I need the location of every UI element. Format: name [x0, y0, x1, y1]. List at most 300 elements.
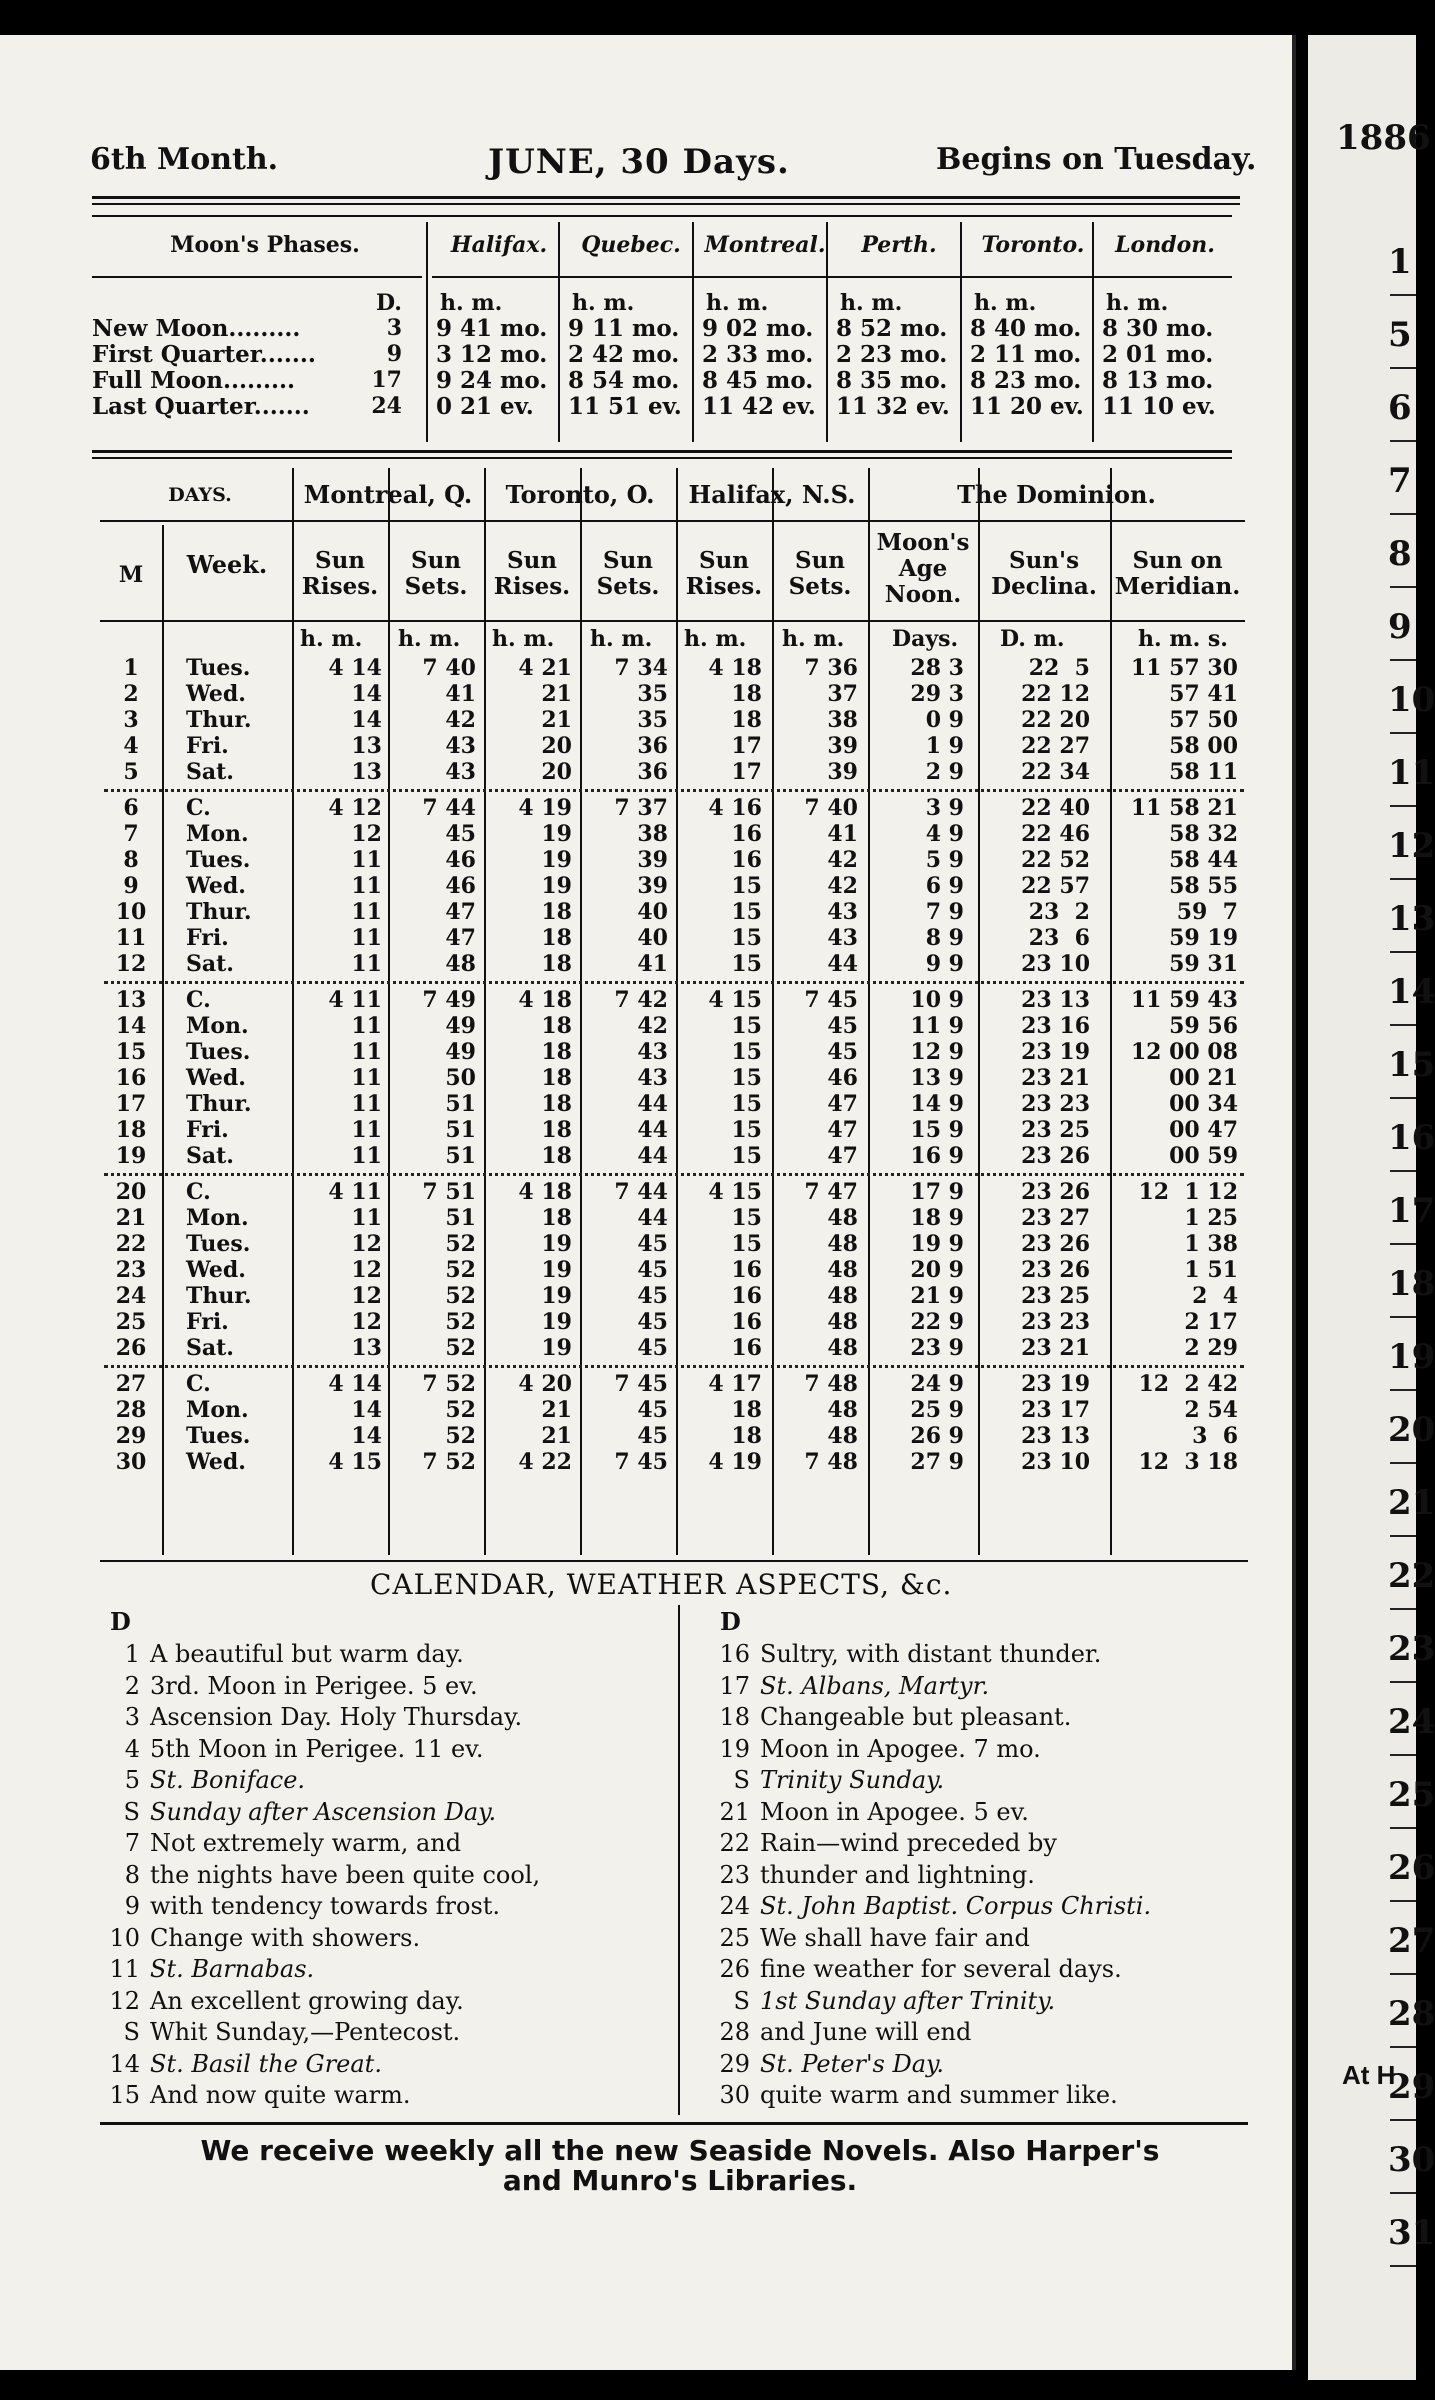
table-cell: 4 15 — [328, 1449, 382, 1475]
table-head-rule — [100, 620, 1245, 622]
row-weekday: Sat. — [186, 759, 234, 785]
phase-day: 3 — [386, 315, 402, 341]
phase-day: 17 — [371, 367, 402, 393]
row-day-number: 30 — [115, 1449, 147, 1475]
table-cell: 58 11 — [1169, 759, 1238, 785]
row-day-number: 7 — [123, 821, 139, 847]
phase-time: 9 11 mo. — [568, 315, 680, 342]
table-cell: 15 — [731, 1117, 762, 1143]
adjacent-page-rule — [1390, 1462, 1416, 1464]
table-cell: 44 — [637, 1143, 668, 1169]
table-cell: 7 37 — [614, 795, 668, 821]
calendar-entry: quite warm and summer like. — [760, 2081, 1118, 2109]
table-cell: 43 — [827, 925, 858, 951]
table-cell: 44 — [637, 1091, 668, 1117]
table-cell: 22 46 — [1021, 821, 1090, 847]
table-group-0: Montreal, Q. — [303, 480, 473, 509]
calendar-entry: St. Barnabas. — [150, 1955, 315, 1983]
table-cell: 23 2 — [1028, 899, 1090, 925]
row-weekday: Wed. — [186, 681, 246, 707]
table-cell: 35 — [637, 707, 668, 733]
table-cell: 22 40 — [1021, 795, 1090, 821]
adjacent-page-rule — [1390, 440, 1416, 442]
table-cell: 15 — [731, 1065, 762, 1091]
table-cell: 4 21 — [518, 655, 572, 681]
row-weekday: Sat. — [186, 1335, 234, 1361]
table-group-2: Halifax, N.S. — [688, 480, 856, 509]
adjacent-page-number: 20 — [1388, 1410, 1435, 1450]
table-cell: 28 3 — [910, 655, 964, 681]
table-cell: 18 — [541, 1091, 572, 1117]
calendar-day: 21 — [719, 1797, 750, 1826]
calendar-entry: the nights have been quite cool, — [150, 1860, 541, 1889]
calendar-entry: And now quite warm. — [150, 2081, 411, 2109]
row-weekday: Mon. — [186, 1397, 249, 1423]
table-cell: 11 — [351, 951, 382, 977]
table-cell: 58 00 — [1169, 733, 1238, 759]
table-cell: 11 — [351, 1013, 382, 1039]
table-cell: 11 — [351, 1065, 382, 1091]
table-cell: 12 — [351, 821, 382, 847]
calendar-entry: St. Albans, Martyr. — [760, 1671, 990, 1700]
table-cell: 51 — [445, 1091, 476, 1117]
table-cell: 15 — [731, 1205, 762, 1231]
table-cell: 22 34 — [1021, 759, 1090, 785]
table-cell: 19 — [541, 1283, 572, 1309]
table-cell: 23 26 — [1021, 1231, 1090, 1257]
table-cell: 6 9 — [925, 873, 964, 899]
calendar-day: S — [123, 2018, 140, 2046]
table-cell: 19 — [541, 1309, 572, 1335]
table-cell: 23 26 — [1021, 1257, 1090, 1283]
phases-hm-label: h. m. — [974, 290, 1037, 316]
adjacent-page-number: 22 — [1388, 1556, 1435, 1596]
adjacent-page-number: 8 — [1388, 534, 1412, 574]
row-weekday: Sat. — [186, 951, 234, 977]
table-cell: 48 — [827, 1205, 858, 1231]
adjacent-page-rule — [1390, 1973, 1416, 1975]
table-cell: 21 9 — [910, 1283, 964, 1309]
phase-time: 2 33 mo. — [702, 341, 814, 368]
begins-label: Begins on Tuesday. — [936, 142, 1257, 177]
adjacent-page-rule — [1390, 294, 1416, 296]
table-cell: 18 — [731, 1423, 762, 1449]
calendar-entry: Ascension Day. Holy Thursday. — [150, 1703, 523, 1731]
table-cell: 15 — [731, 873, 762, 899]
table-cell: 22 27 — [1021, 733, 1090, 759]
calendar-day: 14 — [109, 2049, 140, 2078]
row-day-number: 28 — [115, 1397, 147, 1423]
table-cell: 16 — [731, 1309, 762, 1335]
calendar-day: 22 — [719, 1829, 750, 1857]
phases-d-label: D. — [376, 290, 402, 316]
table-cell: 52 — [445, 1335, 476, 1361]
table-cell: 36 — [637, 759, 668, 785]
table-col-head-5: Sun Sets. — [788, 547, 852, 600]
calendar-day: 12 — [109, 1986, 140, 2015]
table-cell: 14 — [351, 681, 382, 707]
table-cell: 12 — [351, 1283, 382, 1309]
table-cell: 48 — [827, 1397, 858, 1423]
adjacent-page-rule — [1390, 513, 1416, 515]
row-weekday: Tues. — [186, 1423, 251, 1449]
adjacent-page-rule — [1390, 1389, 1416, 1391]
table-cell: 45 — [637, 1335, 668, 1361]
table-cell: 14 — [351, 707, 382, 733]
table-cell: 12 00 08 — [1130, 1039, 1238, 1065]
calendar-day: 18 — [719, 1703, 750, 1731]
table-cell: 00 34 — [1169, 1091, 1238, 1117]
table-cell: 48 — [445, 951, 476, 977]
adjacent-page-number: 19 — [1388, 1337, 1435, 1377]
table-cell: 16 — [731, 847, 762, 873]
adjacent-page-rule — [1390, 951, 1416, 953]
table-cell: 51 — [445, 1117, 476, 1143]
table-unit: h. m. s. — [1138, 626, 1228, 652]
phases-bottom-rule — [92, 450, 1232, 453]
table-col-head-6: Moon's Age Noon. — [876, 529, 970, 608]
adjacent-page-number: 21 — [1388, 1483, 1435, 1523]
table-cell: 37 — [827, 681, 858, 707]
table-cell: 2 4 — [1192, 1283, 1238, 1309]
adjacent-page-footer: At H — [1342, 2060, 1396, 2090]
row-day-number: 21 — [115, 1205, 147, 1231]
calendar-left-d: D — [110, 1607, 131, 1636]
table-cell: 7 48 — [804, 1371, 858, 1397]
table-cell: 12 — [351, 1231, 382, 1257]
adjacent-page-rule — [1390, 1097, 1416, 1099]
table-unit: h. m. — [590, 626, 653, 652]
phase-name: First Quarter....... — [92, 341, 316, 368]
calendar-entry: fine weather for several days. — [760, 1955, 1122, 1983]
row-weekday: Thur. — [186, 707, 252, 733]
table-cell: 21 — [541, 1423, 572, 1449]
calendar-day: 29 — [719, 2049, 750, 2078]
table-cell: 18 — [541, 1205, 572, 1231]
table-cell: 11 — [351, 925, 382, 951]
table-col-head-7: Sun's Declina. — [991, 547, 1097, 600]
calendar-day: 30 — [719, 2081, 750, 2109]
row-day-number: 11 — [115, 925, 147, 951]
table-cell: 4 17 — [708, 1371, 762, 1397]
row-weekday: Tues. — [186, 847, 251, 873]
table-cell: 4 11 — [328, 1179, 382, 1205]
table-cell: 7 51 — [422, 1179, 476, 1205]
table-cell: 4 14 — [328, 655, 382, 681]
table-cell: 22 9 — [910, 1309, 964, 1335]
table-week-label: Week. — [186, 550, 268, 579]
table-week-separator — [104, 1173, 1244, 1176]
row-day-number: 3 — [123, 707, 139, 733]
phase-day: 9 — [386, 341, 402, 367]
calendar-day: 4 — [124, 1734, 140, 1763]
table-cell: 15 — [731, 1143, 762, 1169]
table-cell: 3 6 — [1192, 1423, 1238, 1449]
calendar-day: S — [733, 1986, 750, 2015]
row-day-number: 13 — [115, 987, 147, 1013]
calendar-day: 10 — [109, 1923, 140, 1952]
table-cell: 12 — [351, 1257, 382, 1283]
phases-heading: Moon's Phases. — [170, 232, 360, 258]
adjacent-page-rule — [1390, 1170, 1416, 1172]
table-cell: 46 — [445, 847, 476, 873]
table-cell: 2 17 — [1184, 1309, 1238, 1335]
table-cell: 45 — [637, 1283, 668, 1309]
calendar-day: 26 — [719, 1955, 750, 1983]
row-day-number: 1 — [123, 655, 139, 681]
table-group-rule — [100, 520, 1245, 522]
table-cell: 7 47 — [804, 1179, 858, 1205]
table-cell: 21 — [541, 707, 572, 733]
phase-time: 11 42 ev. — [702, 393, 816, 420]
table-cell: 48 — [827, 1257, 858, 1283]
calendar-entry: St. Boniface. — [150, 1766, 306, 1794]
calendar-entry: St. Peter's Day. — [760, 2049, 945, 2078]
table-cell: 38 — [827, 707, 858, 733]
table-cell: 4 15 — [708, 987, 762, 1013]
table-cell: 24 9 — [910, 1371, 964, 1397]
table-cell: 2 54 — [1184, 1397, 1238, 1423]
calendar-day: S — [733, 1766, 750, 1794]
table-cell: 18 — [541, 1065, 572, 1091]
row-day-number: 17 — [115, 1091, 147, 1117]
row-day-number: 6 — [123, 795, 139, 821]
table-cell: 43 — [445, 733, 476, 759]
phases-city-0: Halifax. — [450, 232, 548, 258]
table-cell: 40 — [637, 899, 668, 925]
row-weekday: Thur. — [186, 1283, 252, 1309]
table-cell: 1 25 — [1184, 1205, 1238, 1231]
row-day-number: 14 — [115, 1013, 147, 1039]
calendar-entry: Sunday after Ascension Day. — [150, 1797, 497, 1826]
table-cell: 58 44 — [1169, 847, 1238, 873]
table-cell: 58 55 — [1169, 873, 1238, 899]
row-weekday: Thur. — [186, 1091, 252, 1117]
adjacent-page-number: 6 — [1388, 388, 1412, 428]
table-cell: 50 — [445, 1065, 476, 1091]
table-unit: h. m. — [684, 626, 747, 652]
table-cell: 48 — [827, 1231, 858, 1257]
phase-time: 11 51 ev. — [568, 393, 682, 420]
table-cell: 45 — [827, 1013, 858, 1039]
table-cell: 20 — [541, 759, 572, 785]
table-cell: 11 58 21 — [1130, 795, 1238, 821]
table-cell: 7 52 — [422, 1371, 476, 1397]
adjacent-page-number: 13 — [1388, 899, 1435, 939]
row-weekday: Wed. — [186, 1065, 246, 1091]
adjacent-page-number: 17 — [1388, 1191, 1435, 1231]
adjacent-page-rule — [1390, 659, 1416, 661]
table-cell: 23 6 — [1028, 925, 1090, 951]
table-week-separator — [104, 789, 1244, 792]
table-week-separator — [104, 1365, 1244, 1368]
table-cell: 7 45 — [614, 1449, 668, 1475]
calendar-entry: and June will end — [760, 2018, 972, 2046]
table-col-line — [162, 525, 164, 1555]
table-cell: 41 — [637, 951, 668, 977]
calendar-entry: Moon in Apogee. 5 ev. — [760, 1797, 1029, 1826]
adjacent-page-number: 26 — [1388, 1848, 1435, 1888]
calendar-entry: Rain—wind preceded by — [760, 1829, 1057, 1857]
table-cell: 4 9 — [925, 821, 964, 847]
table-cell: 18 — [541, 1143, 572, 1169]
row-weekday: Fri. — [186, 925, 229, 951]
table-group-3: The Dominion. — [957, 480, 1156, 509]
row-day-number: 5 — [123, 759, 139, 785]
adjacent-page-year: 1886 — [1336, 118, 1431, 158]
table-cell: 00 59 — [1169, 1143, 1238, 1169]
table-cell: 51 — [445, 1143, 476, 1169]
row-weekday: Tues. — [186, 1231, 251, 1257]
adjacent-page-number: 18 — [1388, 1264, 1435, 1304]
table-cell: 41 — [445, 681, 476, 707]
row-weekday: Sat. — [186, 1143, 234, 1169]
table-days-label: DAYS. — [168, 484, 232, 506]
table-cell: 44 — [827, 951, 858, 977]
table-cell: 13 — [351, 733, 382, 759]
row-day-number: 24 — [115, 1283, 147, 1309]
phase-time: 11 20 ev. — [970, 393, 1084, 420]
table-cell: 42 — [637, 1013, 668, 1039]
table-unit: D. m. — [1000, 626, 1065, 652]
row-day-number: 26 — [115, 1335, 147, 1361]
table-cell: 7 42 — [614, 987, 668, 1013]
calendar-entry: A beautiful but warm day. — [150, 1640, 464, 1668]
table-cell: 12 2 42 — [1138, 1371, 1238, 1397]
table-cell: 12 — [351, 1309, 382, 1335]
table-cell: 1 51 — [1184, 1257, 1238, 1283]
adjacent-page-rule — [1390, 2192, 1416, 2194]
calendar-entry: Moon in Apogee. 7 mo. — [760, 1734, 1041, 1763]
table-cell: 4 15 — [708, 1179, 762, 1205]
table-cell: 46 — [827, 1065, 858, 1091]
table-col-head-1: Sun Sets. — [404, 547, 468, 600]
row-weekday: Tues. — [186, 1039, 251, 1065]
table-cell: 4 11 — [328, 987, 382, 1013]
table-col-line — [868, 468, 870, 1555]
phase-time: 2 42 mo. — [568, 341, 680, 368]
table-cell: 49 — [445, 1013, 476, 1039]
calendar-day: 28 — [719, 2018, 750, 2046]
table-cell: 16 — [731, 1283, 762, 1309]
table-cell: 11 — [351, 1039, 382, 1065]
table-col-head-4: Sun Rises. — [685, 547, 763, 600]
phase-time: 2 11 mo. — [970, 341, 1082, 368]
table-cell: 48 — [827, 1283, 858, 1309]
table-cell: 36 — [637, 733, 668, 759]
row-weekday: Wed. — [186, 1257, 246, 1283]
table-cell: 7 40 — [422, 655, 476, 681]
table-cell: 18 — [731, 1397, 762, 1423]
table-cell: 23 23 — [1021, 1309, 1090, 1335]
phases-top-rule — [92, 215, 1232, 217]
table-cell: 48 — [827, 1423, 858, 1449]
table-cell: 23 17 — [1021, 1397, 1090, 1423]
adjacent-page-number: 16 — [1388, 1118, 1435, 1158]
table-cell: 13 — [351, 759, 382, 785]
table-cell: 7 52 — [422, 1449, 476, 1475]
table-cell: 19 9 — [910, 1231, 964, 1257]
table-cell: 23 10 — [1021, 1449, 1090, 1475]
table-cell: 12 9 — [910, 1039, 964, 1065]
table-cell: 42 — [445, 707, 476, 733]
table-cell: 51 — [445, 1205, 476, 1231]
calendar-entry: 3rd. Moon in Perigee. 5 ev. — [150, 1671, 478, 1700]
row-weekday: Mon. — [186, 821, 249, 847]
adjacent-page-rule — [1390, 1608, 1416, 1610]
table-cell: 18 — [541, 925, 572, 951]
table-week-separator — [104, 981, 1244, 984]
calendar-day: 7 — [124, 1829, 140, 1857]
calendar-entry: with tendency towards frost. — [150, 1892, 501, 1920]
table-cell: 27 9 — [910, 1449, 964, 1475]
table-cell: 1 38 — [1184, 1231, 1238, 1257]
table-cell: 43 — [445, 759, 476, 785]
row-weekday: C. — [186, 1371, 211, 1397]
table-cell: 7 9 — [925, 899, 964, 925]
row-day-number: 25 — [115, 1309, 147, 1335]
adjacent-page-number: 23 — [1388, 1629, 1435, 1669]
row-day-number: 2 — [123, 681, 139, 707]
phases-hm-label: h. m. — [840, 290, 903, 316]
row-weekday: Mon. — [186, 1205, 249, 1231]
calendar-entry: St. Basil the Great. — [150, 2049, 382, 2078]
table-cell: 21 — [541, 1397, 572, 1423]
table-cell: 35 — [637, 681, 668, 707]
month-label: 6th Month. — [90, 142, 279, 177]
phase-time: 8 54 mo. — [568, 367, 680, 394]
table-cell: 41 — [827, 821, 858, 847]
row-weekday: Fri. — [186, 1309, 229, 1335]
calendar-top-rule — [100, 1560, 1248, 1562]
calendar-entry: Not extremely warm, and — [150, 1829, 462, 1857]
table-cell: 15 — [731, 899, 762, 925]
table-cell: 15 — [731, 925, 762, 951]
calendar-day: 11 — [109, 1955, 140, 1983]
table-cell: 4 20 — [518, 1371, 572, 1397]
phase-time: 8 23 mo. — [970, 367, 1082, 394]
table-cell: 43 — [827, 899, 858, 925]
adjacent-page-number: 28 — [1388, 1994, 1435, 2034]
phases-col-line — [1092, 222, 1094, 442]
phases-city-2: Montreal. — [704, 232, 826, 258]
adjacent-page-number: 7 — [1388, 461, 1412, 501]
adjacent-page-number: 24 — [1388, 1702, 1435, 1742]
adjacent-page-rule — [1390, 586, 1416, 588]
table-cell: 10 9 — [910, 987, 964, 1013]
calendar-day: 16 — [719, 1640, 750, 1668]
table-cell: 25 9 — [910, 1397, 964, 1423]
calendar-day: 3 — [124, 1703, 140, 1731]
table-cell: 7 34 — [614, 655, 668, 681]
table-cell: 19 — [541, 1231, 572, 1257]
phases-col-line — [826, 222, 828, 442]
table-unit: h. m. — [398, 626, 461, 652]
phase-time: 9 24 mo. — [436, 367, 548, 394]
table-cell: 19 — [541, 1257, 572, 1283]
calendar-entry: Trinity Sunday. — [760, 1766, 945, 1794]
row-weekday: Thur. — [186, 899, 252, 925]
table-cell: 23 25 — [1021, 1117, 1090, 1143]
table-cell: 52 — [445, 1309, 476, 1335]
calendar-day: 15 — [109, 2081, 140, 2109]
table-cell: 7 44 — [614, 1179, 668, 1205]
table-cell: 18 9 — [910, 1205, 964, 1231]
table-cell: 21 — [541, 681, 572, 707]
adjacent-page-number: 5 — [1388, 315, 1412, 355]
table-cell: 38 — [637, 821, 668, 847]
phases-city-5: London. — [1115, 232, 1215, 258]
